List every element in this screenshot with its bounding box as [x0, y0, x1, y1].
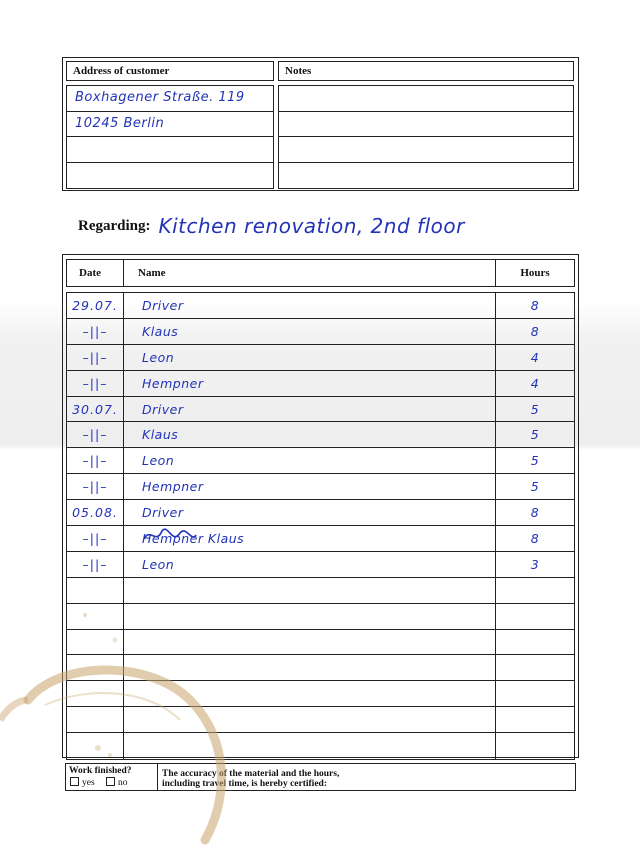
address-line-4[interactable]	[67, 163, 273, 189]
table-row	[67, 448, 574, 474]
name-cell[interactable]	[124, 655, 496, 680]
regarding-value[interactable]: Kitchen renovation, 2nd floor	[158, 214, 465, 238]
work-finished-box	[66, 764, 158, 790]
date-cell[interactable]: –||–	[67, 422, 124, 447]
table-row	[67, 655, 574, 681]
address-column	[66, 61, 274, 189]
certification-footer	[65, 763, 576, 791]
table-row	[67, 604, 574, 630]
table-row	[67, 345, 574, 371]
name-text: Leon	[142, 453, 175, 469]
table-row	[67, 733, 574, 759]
notes-header: Notes	[278, 61, 574, 81]
notes-lines	[278, 85, 574, 189]
yes-checkbox[interactable]	[70, 777, 79, 786]
name-cell[interactable]	[124, 500, 496, 525]
date-cell[interactable]: –||–	[67, 552, 124, 577]
hours-cell[interactable]	[496, 578, 574, 603]
hours-cell[interactable]: 3	[530, 556, 540, 572]
table-row	[67, 371, 574, 397]
date-cell[interactable]	[67, 630, 124, 655]
table-row	[67, 422, 574, 448]
hours-cell[interactable]	[496, 733, 574, 759]
date-column-header: Date	[67, 260, 124, 286]
hours-cell[interactable]: 8	[530, 323, 540, 339]
hours-cell[interactable]	[496, 707, 574, 732]
hours-cell[interactable]	[496, 655, 574, 680]
name-cell[interactable]	[124, 707, 496, 732]
table-row	[67, 500, 574, 526]
name-cell[interactable]	[124, 371, 496, 396]
certification-line-2: including travel time, is hereby certified:	[162, 779, 327, 789]
name-cell[interactable]	[124, 345, 496, 370]
name-text: Driver	[142, 505, 184, 521]
name-column-header: Name	[124, 260, 496, 286]
name-text: Klaus	[142, 427, 179, 443]
hours-cell[interactable]	[496, 604, 574, 629]
hours-column-header: Hours	[520, 267, 550, 279]
name-cell[interactable]	[124, 681, 496, 706]
name-cell[interactable]	[124, 319, 496, 344]
name-cell[interactable]	[124, 293, 496, 318]
address-header: Address of customer	[66, 61, 274, 81]
date-cell[interactable]: –||–	[67, 526, 124, 551]
notes-line-1[interactable]	[279, 86, 573, 112]
scribble-mark	[142, 525, 198, 547]
notes-line-3[interactable]	[279, 137, 573, 163]
table-body	[66, 292, 575, 760]
date-cell[interactable]	[67, 733, 124, 759]
date-cell[interactable]: –||–	[67, 345, 124, 370]
no-label: no	[118, 778, 128, 788]
date-cell[interactable]: –||–	[67, 448, 124, 473]
name-cell[interactable]	[124, 448, 496, 473]
yes-label: yes	[82, 778, 95, 788]
notes-column	[278, 61, 574, 189]
name-cell[interactable]	[124, 733, 496, 759]
date-cell[interactable]	[67, 707, 124, 732]
hours-cell[interactable]: 5	[530, 453, 540, 469]
table-row	[67, 397, 574, 423]
date-cell[interactable]: –||–	[67, 319, 124, 344]
work-finished-label: Work finished?	[69, 766, 132, 776]
table-row	[67, 293, 574, 319]
table-row	[67, 681, 574, 707]
certification-text	[158, 764, 575, 790]
address-line-3[interactable]	[67, 137, 273, 163]
certification-line-1: The accuracy of the material and the hours,	[162, 769, 340, 779]
date-cell[interactable]: 05.08.	[67, 500, 124, 525]
name-text: Driver	[142, 401, 184, 417]
address-line-2[interactable]: 10245 Berlin	[67, 112, 273, 138]
date-cell[interactable]	[67, 604, 124, 629]
hours-cell[interactable]: 5	[530, 479, 540, 495]
table-row	[67, 552, 574, 578]
name-text: Driver	[142, 297, 184, 313]
hours-cell[interactable]	[496, 630, 574, 655]
name-text: Hempner	[142, 479, 204, 495]
hours-cell[interactable]: 5	[530, 427, 540, 443]
hours-cell[interactable]: 8	[530, 297, 540, 313]
name-cell[interactable]	[124, 422, 496, 447]
date-cell[interactable]: 30.07.	[67, 397, 124, 422]
regarding-label: Regarding:	[78, 217, 151, 234]
table-header	[66, 259, 575, 287]
name-cell[interactable]	[124, 604, 496, 629]
hours-cell[interactable]: 4	[530, 349, 540, 365]
name-text: Hempner Klaus	[142, 531, 244, 546]
table-row	[67, 526, 574, 552]
date-cell[interactable]: –||–	[67, 474, 124, 499]
no-checkbox[interactable]	[106, 777, 115, 786]
date-cell[interactable]: 29.07.	[67, 293, 124, 318]
notes-line-2[interactable]	[279, 112, 573, 138]
name-cell[interactable]	[124, 397, 496, 422]
date-cell[interactable]: –||–	[67, 371, 124, 396]
name-text: Klaus	[142, 323, 179, 339]
name-cell[interactable]	[124, 526, 496, 551]
address-notes-box	[62, 57, 579, 191]
address-lines	[66, 85, 274, 189]
name-text: Leon	[142, 556, 175, 572]
hours-cell[interactable]: 5	[530, 401, 540, 417]
table-row	[67, 474, 574, 500]
address-line-1[interactable]: Boxhagener Straße. 119	[67, 86, 273, 112]
regarding-line	[78, 208, 465, 244]
hours-table	[62, 254, 579, 758]
hours-cell[interactable]	[496, 681, 574, 706]
name-cell[interactable]	[124, 578, 496, 603]
date-cell[interactable]	[67, 655, 124, 680]
name-text: Hempner	[142, 375, 204, 391]
hours-cell[interactable]: 8	[530, 530, 540, 546]
name-cell[interactable]	[124, 474, 496, 499]
table-row	[67, 578, 574, 604]
date-cell[interactable]	[67, 578, 124, 603]
name-cell[interactable]	[124, 630, 496, 655]
hours-cell[interactable]: 8	[530, 505, 540, 521]
table-row	[67, 319, 574, 345]
table-row	[67, 707, 574, 733]
notes-line-4[interactable]	[279, 163, 573, 189]
table-row	[67, 630, 574, 656]
hours-cell[interactable]: 4	[530, 375, 540, 391]
name-text: Leon	[142, 349, 175, 365]
name-cell[interactable]	[124, 552, 496, 577]
date-cell[interactable]	[67, 681, 124, 706]
